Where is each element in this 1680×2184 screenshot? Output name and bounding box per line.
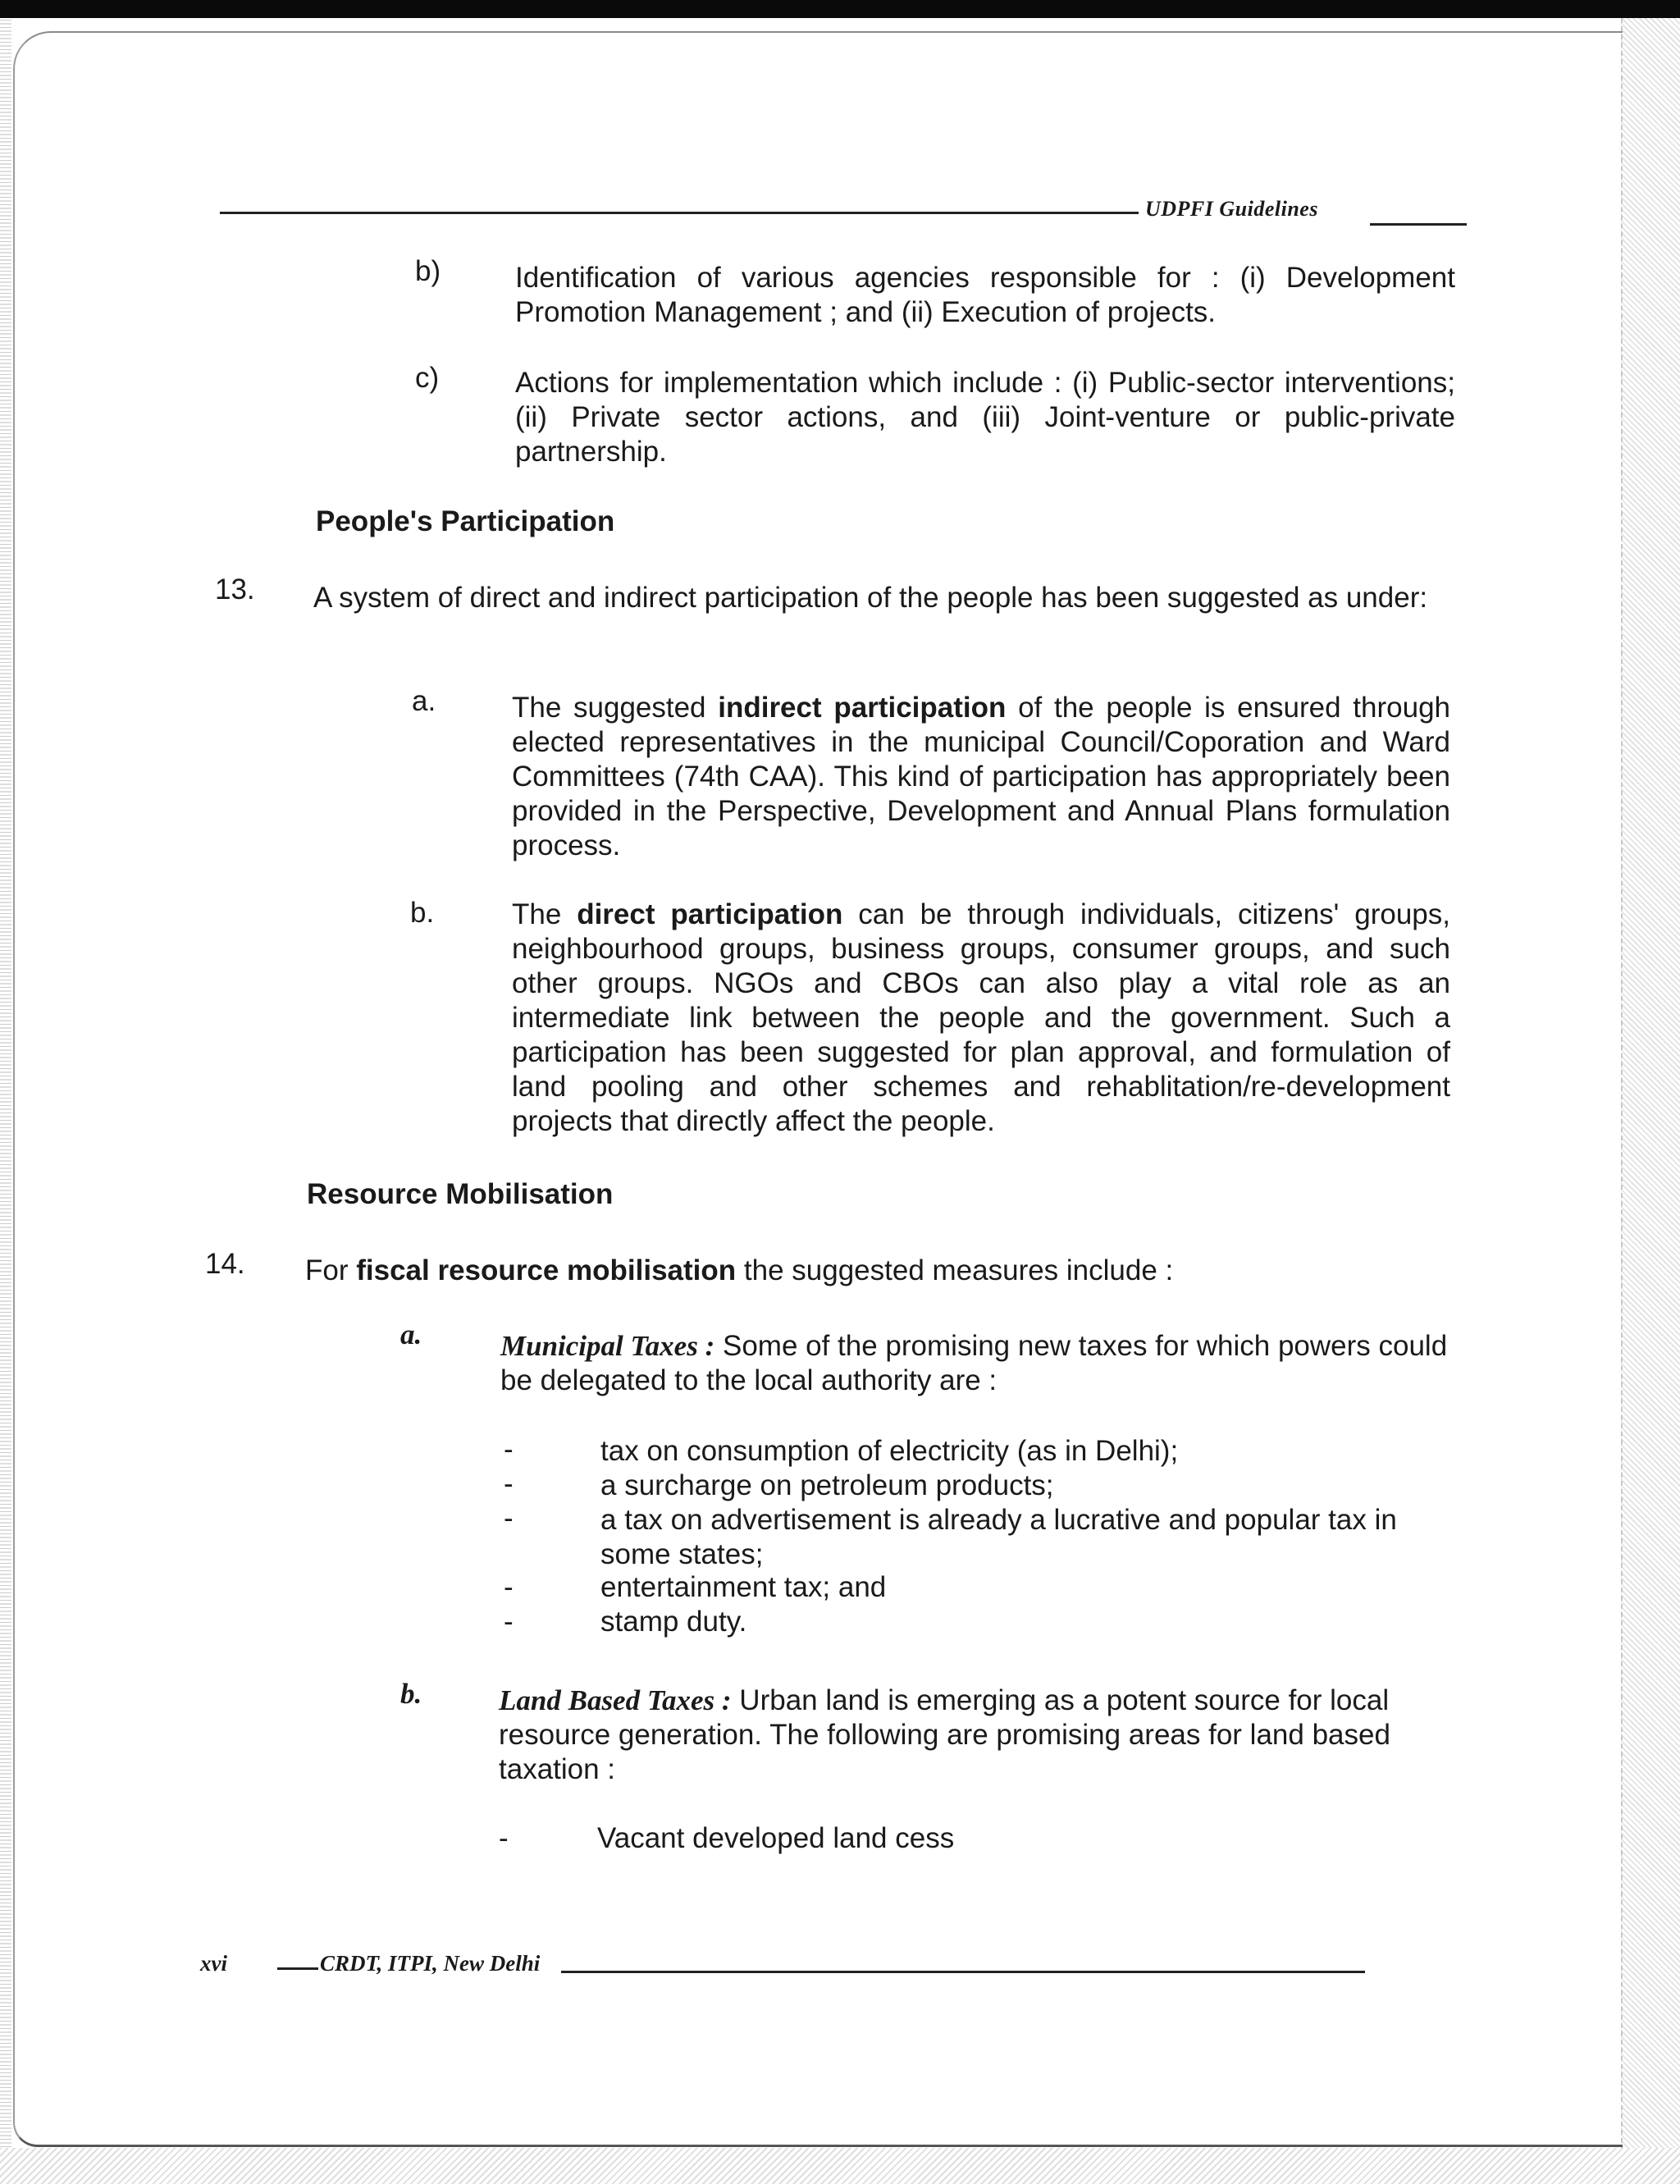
people-a-pre: The suggested — [512, 692, 719, 724]
municipal-taxes-title: Municipal Taxes : — [500, 1330, 715, 1362]
land-taxes-text: Urban land is emerging as a potent source for local resource generation. The following are promising areas for land based taxation : — [499, 1684, 1390, 1785]
para-13-intro: A system of direct and indirect participation of the people has been suggested as under: — [313, 582, 1428, 614]
item-c-text: Actions for implementation which include : (i) Public-sector interventions; (ii) Private sector actions, and (iii) Joint-venture or public-private partnership. — [515, 367, 1455, 468]
para-14-intro — [305, 1254, 1454, 1288]
resource-b-label: b. — [400, 1678, 422, 1710]
page-number: xvi — [200, 1951, 227, 1976]
people-heading: People's Participation — [316, 505, 615, 537]
footer-rule-long — [561, 1971, 1365, 1973]
bullet-dash: - — [499, 1822, 509, 1854]
people-b-text — [512, 898, 1450, 1139]
header-rule-right — [1370, 223, 1467, 226]
item-b-label: b) — [415, 255, 441, 287]
people-b-post: can be through individuals, citizens' groups, neighbourhood groups, business groups, consumer groups, and such other groups. NGOs and CBOs can also play a vital role as an intermediate link between the people and the government. Such a participation has been suggested for plan approval, and formulation of land pooling and other schemes and rehablitation/re-development projects that directly affect the people. — [512, 898, 1450, 1137]
para-14-post: the suggested measures include : — [736, 1254, 1174, 1286]
resource-a-text — [500, 1329, 1452, 1398]
para-13-number: 13. — [215, 573, 255, 605]
resource-a-label: a. — [400, 1318, 422, 1350]
para-14-pre: For — [305, 1254, 357, 1286]
people-a-bold: indirect participation — [718, 692, 1007, 724]
bullet-dash: - — [504, 1502, 514, 1534]
scan-left-edge — [0, 18, 11, 2151]
people-b-label: b. — [410, 897, 435, 929]
footer-source: CRDT, ITPI, New Delhi — [320, 1951, 541, 1976]
running-title: UDPFI Guidelines — [1145, 197, 1318, 221]
land-tax-item: Vacant developed land cess — [597, 1822, 955, 1854]
people-a-text — [512, 691, 1450, 863]
page-footer — [200, 1951, 1365, 1984]
municipal-tax-item: a surcharge on petroleum products; — [600, 1469, 1054, 1501]
running-header — [220, 197, 1467, 235]
people-a-label: a. — [412, 685, 436, 717]
municipal-tax-item: entertainment tax; and — [600, 1571, 887, 1603]
municipal-tax-item: stamp duty. — [600, 1606, 747, 1638]
bullet-dash: - — [504, 1468, 514, 1500]
people-a-post: of the people is ensured through elected representatives in the municipal Council/Coporation and Ward Committees (74th CAA). This kind of participation has appropriately been provided in the Perspective, Development and Annual Plans formulation process. — [512, 692, 1450, 861]
resource-heading: Resource Mobilisation — [307, 1178, 614, 1210]
scan-bottom-edge — [0, 2148, 1680, 2184]
people-b-bold: direct participation — [577, 898, 843, 930]
item-c-label: c) — [415, 362, 440, 394]
bullet-dash: - — [504, 1433, 514, 1465]
resource-b-text — [499, 1684, 1450, 1787]
scan-right-edge — [1621, 18, 1680, 2184]
municipal-taxes-text: Some of the promising new taxes for which powers could be delegated to the local authority are : — [500, 1330, 1448, 1396]
people-b-pre: The — [512, 898, 578, 930]
header-rule-left — [220, 212, 1139, 214]
bullet-dash: - — [504, 1606, 514, 1638]
footer-rule-short — [277, 1967, 318, 1970]
para-14-number: 14. — [205, 1248, 245, 1280]
municipal-tax-item: tax on consumption of electricity (as in Delhi); — [600, 1435, 1179, 1467]
item-b-text: Identification of various agencies responsible for : (i) Development Promotion Management ; and (ii) Execution of projects. — [515, 262, 1455, 328]
para-14-bold: fiscal resource mobilisation — [356, 1254, 737, 1286]
scan-top-border — [0, 0, 1680, 18]
municipal-tax-item: a tax on advertisement is already a lucrative and popular tax in some states; — [600, 1504, 1397, 1570]
bullet-dash: - — [504, 1571, 514, 1603]
land-taxes-title: Land Based Taxes : — [499, 1684, 732, 1716]
